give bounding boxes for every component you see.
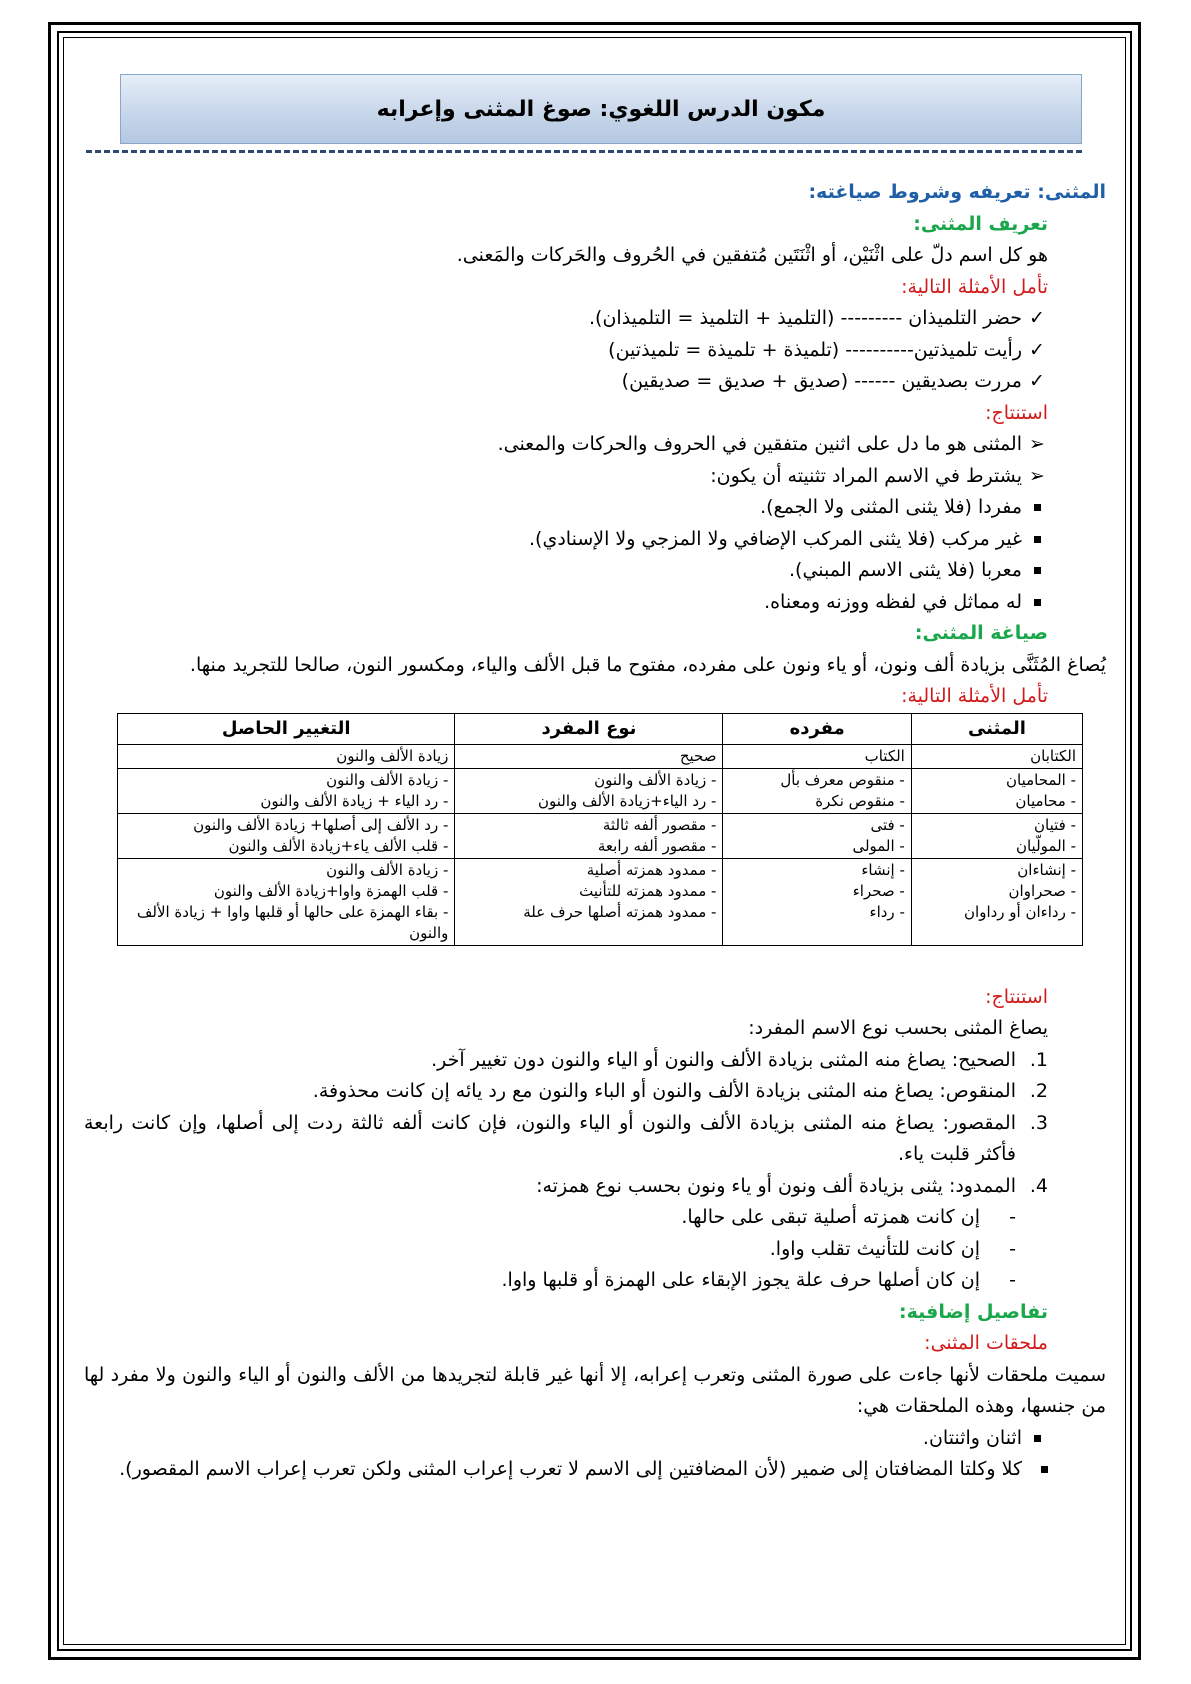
section-formation-rules xyxy=(84,982,1106,1486)
list-item: ✓ مررت بصديقين ------ (صديق + صديق = صديقين) xyxy=(84,366,1048,398)
list-item: 1. الصحيح: يصاغ منه المثنى بزيادة الألف والنون أو الياء والنون دون تغيير آخر. xyxy=(431,1048,1048,1071)
conclusion-heading: استنتاج: xyxy=(985,401,1048,424)
definition-heading: تعريف المثنى: xyxy=(913,212,1048,235)
table-cell: - المحاميان - محاميان xyxy=(911,768,1082,813)
column-header: التغيير الحاصل xyxy=(118,713,455,744)
title-banner xyxy=(120,74,1082,144)
dash-bullet-icon: - xyxy=(1009,1237,1016,1260)
square-bullet-icon xyxy=(1026,555,1048,587)
formation-heading: صياغة المثنى: xyxy=(914,622,1048,644)
square-bullet-icon xyxy=(1026,1423,1048,1455)
examples-table xyxy=(117,713,1083,946)
table-cell: الكتابان xyxy=(911,744,1082,768)
square-bullet-icon xyxy=(1026,492,1048,524)
table-cell: - مقصور ألفه ثالثة - مقصور ألفه رابعة xyxy=(455,813,723,858)
table-cell: - منقوص معرف بأل - منقوص نكرة xyxy=(723,768,911,813)
list-item: ✓ حضر التلميذان --------- (التلميذ + التلميذ = التلميذان). xyxy=(84,303,1048,335)
section-heading: المثنى: تعريفه وشروط صياغته: xyxy=(808,181,1106,203)
arrowhead-bullet-icon: ➢ xyxy=(1029,433,1045,455)
table-cell: الكتاب xyxy=(723,744,911,768)
list-item: ➢ يشترط في الاسم المراد تثنيته أن يكون: xyxy=(84,461,1048,493)
list-item: - إن كان أصلها حرف علة يجوز الإبقاء على الهمزة أو قلبها واوا. xyxy=(84,1265,1016,1297)
rules-intro: يصاغ المثنى بحسب نوع الاسم المفرد: xyxy=(748,1017,1048,1039)
list-item: - إن كانت همزته أصلية تبقى على حالها. xyxy=(84,1202,1016,1234)
list-item: مفردا (فلا يثنى المثنى ولا الجمع). xyxy=(84,492,1048,524)
list-item: كلا وكلتا المضافتان إلى ضمير (لأن المضافتين إلى الاسم لا تعرب إعراب المثنى ولكن تعرب إعراب الاسم المقصور). xyxy=(84,1454,1048,1486)
table-row xyxy=(118,744,1083,768)
list-item: ✓ رأيت تلميذتين---------- (تلميذة + تلميذة = تلميذتين) xyxy=(84,335,1048,367)
mulhaq-list xyxy=(84,1423,1106,1486)
dash-bullet-icon: - xyxy=(1009,1269,1016,1291)
arrowhead-bullet-icon: ➢ xyxy=(1029,464,1045,487)
document-content xyxy=(84,74,1106,1486)
table-cell: - رد الألف إلى أصلها+ زيادة الألف والنون - قلب الألف ياء+زيادة الألف والنون xyxy=(118,813,455,858)
table-row xyxy=(118,768,1083,813)
list-item: 3. المقصور: يصاغ منه المثنى بزيادة الألف والنون أو الياء والنون، فإن كانت ألفه ثالثة ردت إلى أصلها، وإن كانت رابعة فأكثر قلبت ياء. xyxy=(84,1111,1048,1165)
list-item: 4. الممدود: يثنى بزيادة ألف ونون أو ياء ونون بحسب نوع همزته: xyxy=(536,1174,1048,1197)
table-row xyxy=(118,813,1083,858)
examples-heading: تأمل الأمثلة التالية: xyxy=(901,275,1048,298)
table-cell: - زيادة الألف والنون - رد الياء + زيادة الألف والنون xyxy=(118,768,455,813)
section-definition xyxy=(84,177,1106,713)
mulhaq-text: سميت ملحقات لأنها جاءت على صورة المثنى وتعرب إعرابه، إلا أنها غير قابلة لتجريدها من الألف والنون أو الياء والنون ولا مفرد لها من جنسها، وهذه الملحقات هي: xyxy=(84,1363,1106,1417)
table-cell: - زيادة الألف والنون - رد الياء+زيادة الألف والنون xyxy=(455,768,723,813)
list-item: له مماثل في لفظه ووزنه ومعناه. xyxy=(84,587,1048,619)
table-cell: - إنشاءان - صحراوان - رداءان أو رداوان xyxy=(911,858,1082,945)
definition-text: هو كل اسم دلّ على اثْنَيْن، أو اثْنَتَين مُتفقين في الحُروف والحَركات والمَعنى. xyxy=(456,244,1048,266)
title-dashed-rule xyxy=(86,150,1082,153)
rules-list xyxy=(84,1045,1106,1203)
conditions-list xyxy=(84,492,1106,618)
column-header: المثنى xyxy=(911,713,1082,744)
table-cell: صحيح xyxy=(455,744,723,768)
extra-details-heading: تفاصيل إضافية: xyxy=(899,1300,1048,1323)
dash-bullet-icon: - xyxy=(1009,1206,1016,1228)
list-item: - إن كانت للتأنيث تقلب واوا. xyxy=(84,1234,1016,1266)
table-cell: زيادة الألف والنون xyxy=(118,744,455,768)
table-cell: - إنشاء - صحراء - رداء xyxy=(723,858,911,945)
mamdud-sub-list xyxy=(84,1202,1106,1297)
examples-list xyxy=(84,303,1106,398)
list-item: ➢ المثنى هو ما دل على اثنين متفقين في الحروف والحركات والمعنى. xyxy=(84,429,1048,461)
table-cell: - زيادة الألف والنون - قلب الهمزة واوا+زيادة الألف والنون - بقاء الهمزة على حالها أو قلبها واوا + زيادة الألف والنون xyxy=(118,858,455,945)
column-header: مفرده xyxy=(723,713,911,744)
checkmark-icon: ✓ xyxy=(1029,370,1045,392)
list-item: 2. المنقوص: يصاغ منه المثنى بزيادة الألف والنون أو الباء والنون مع رد يائه إن كانت محذوفة. xyxy=(312,1080,1048,1102)
table-cell: - فتى - المولى xyxy=(723,813,911,858)
mulhaq-heading: ملحقات المثنى: xyxy=(924,1332,1048,1354)
conclusion-heading: استنتاج: xyxy=(985,985,1048,1008)
square-bullet-icon xyxy=(1026,524,1048,556)
list-item: معربا (فلا يثنى الاسم المبني). xyxy=(84,555,1048,587)
conclusion-list xyxy=(84,429,1106,492)
square-bullet-icon xyxy=(1026,1454,1048,1486)
checkmark-icon: ✓ xyxy=(1029,307,1045,329)
checkmark-icon: ✓ xyxy=(1029,338,1045,361)
page-title: مكون الدرس اللغوي: صوغ المثنى وإعرابه xyxy=(376,96,826,122)
column-header: نوع المفرد xyxy=(455,713,723,744)
table-header-row xyxy=(118,713,1083,744)
table-cell: - فتيان - المولّيان xyxy=(911,813,1082,858)
formation-text: يُصاغ المُثَنَّى بزيادة ألف ونون، أو ياء ونون على مفرده، مفتوح ما قبل الألف والياء، ومكسور النون، صالحا للتجريد منها. xyxy=(189,653,1106,676)
table-cell: - ممدود همزته أصلية - ممدود همزته للتأنيث - ممدود همزته أصلها حرف علة xyxy=(455,858,723,945)
table-row xyxy=(118,858,1083,945)
list-item: اثنان واثنتان. xyxy=(84,1423,1048,1455)
square-bullet-icon xyxy=(1026,587,1048,619)
list-item: غير مركب (فلا يثنى المركب الإضافي ولا المزجي ولا الإسنادي). xyxy=(84,524,1048,556)
examples2-heading: تأمل الأمثلة التالية: xyxy=(901,685,1048,707)
